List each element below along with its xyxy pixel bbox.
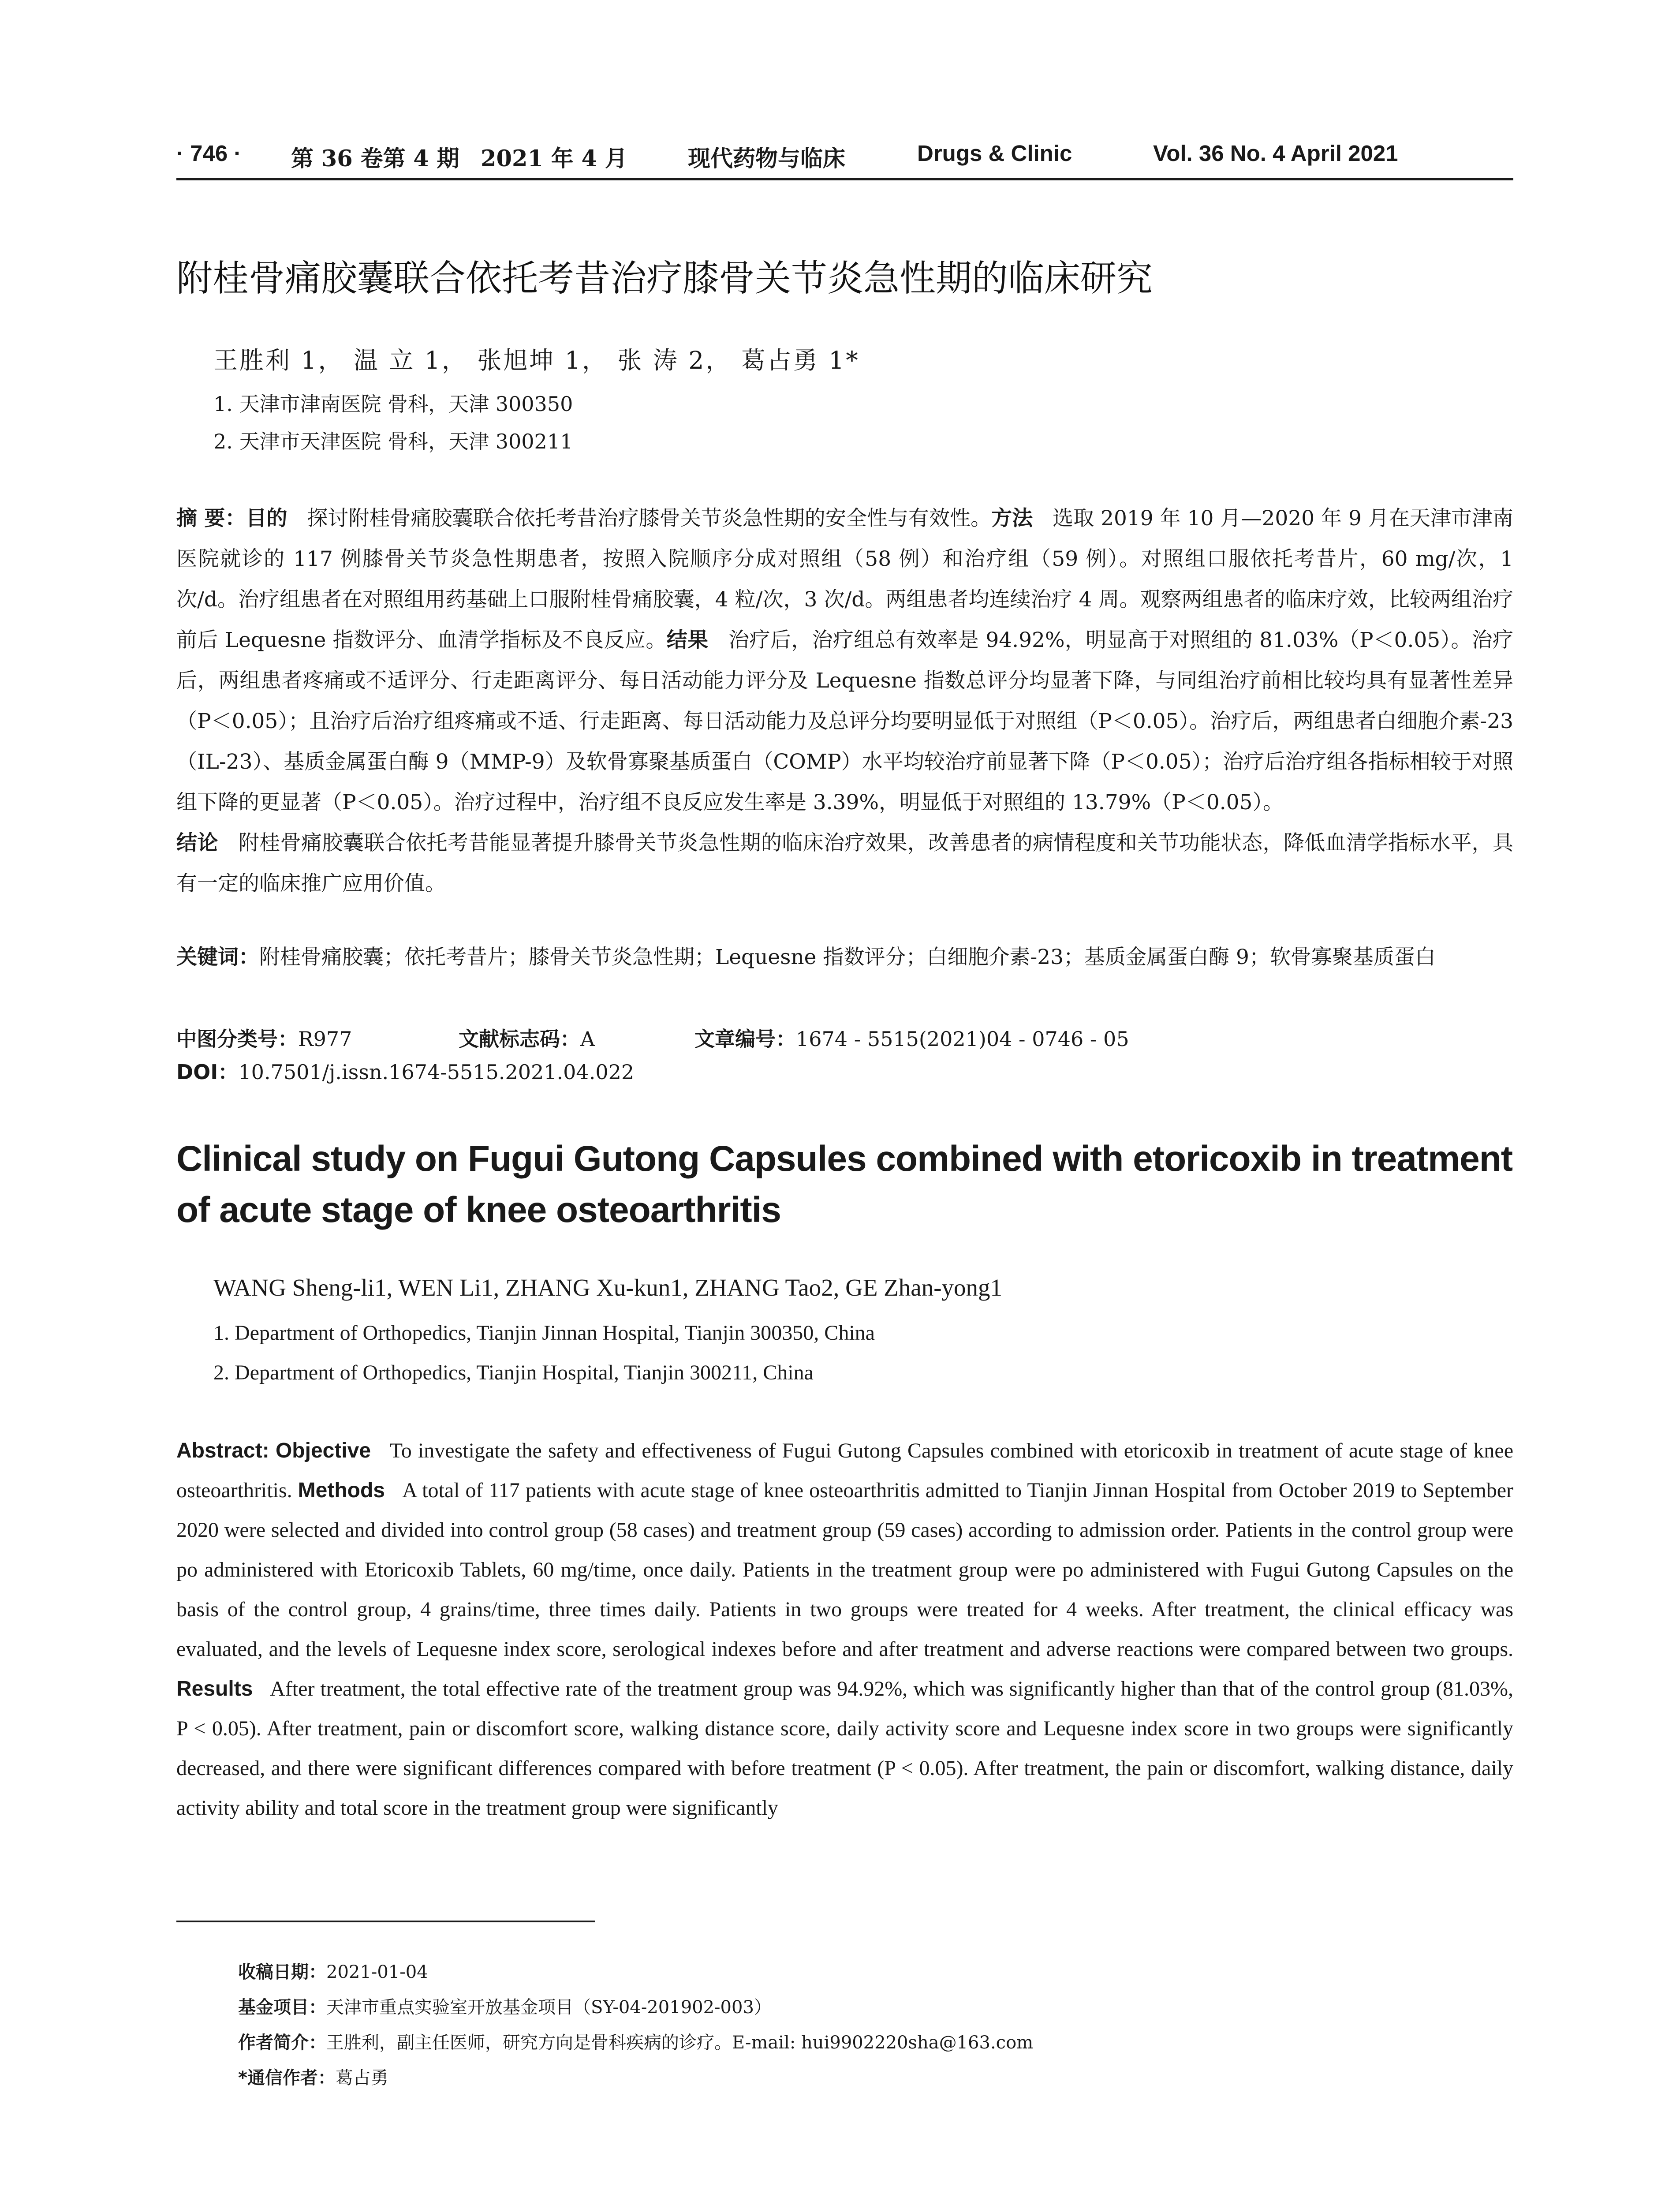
doi-line xyxy=(176,1056,634,1085)
clc-label: 中图分类号： xyxy=(176,1027,298,1051)
abstract-en-label: Abstract: xyxy=(176,1439,269,1462)
article-number-value: 1674 - 5515(2021)04 - 0746 - 05 xyxy=(796,1027,1129,1051)
methods-en-label: Methods xyxy=(298,1479,385,1502)
authors-cn: 王胜利 1， 温 立 1， 张旭坤 1， 张 涛 2， 葛占勇 1* xyxy=(213,346,860,374)
footnote-corresponding xyxy=(238,2064,388,2089)
results-en-label: Results xyxy=(176,1677,253,1700)
doc-code-label: 文献标志码： xyxy=(459,1027,580,1051)
keywords-cn-label: 关键词： xyxy=(176,945,259,969)
bio-label: 作者简介： xyxy=(238,2033,326,2053)
footnote-fund xyxy=(238,1993,772,2018)
keywords-cn xyxy=(176,939,1513,975)
page-number: · 746 · xyxy=(176,141,242,166)
objective-cn-label: 目的 xyxy=(246,506,287,531)
clc-value: R977 xyxy=(298,1027,352,1051)
clc xyxy=(176,1023,352,1052)
received-label: 收稿日期： xyxy=(238,1962,326,1982)
title-en: Clinical study on Fugui Gutong Capsules combined with etoricoxib in treatment of acute stage of knee osteoarthritis xyxy=(176,1139,1513,1230)
article-number-label: 文章编号： xyxy=(694,1027,796,1051)
results-cn-text: 治疗后，治疗组总有效率是 94.92%，明显高于对照组的 81.03%（P＜0.05）。治疗后，两组患者疼痛或不适评分、行走距离评分、每日活动能力评分及 Lequesne 指数总评分均显著下降，与同组治疗前相比较均具有显著性差异（P＜0.05）；且治疗后治疗组疼痛或不适、行走距离、每日活动能力及总评分均要明显低于对照组（P＜0.05）。治疗后，两组患者白细胞介素-23（IL-23）、基质金属蛋白酶 9（MMP-9）及软骨寡聚基质蛋白（COMP）水平均较治疗前显著下降（P＜0.05）；治疗后治疗组各指标相较于对照组下降的更显著（P＜0.05）。治疗过程中，治疗组不良反应发生率是 3.39%，明显低于对照组的 13.79%（P＜0.05）。 xyxy=(176,628,1514,815)
doc-code-value: A xyxy=(580,1027,595,1051)
title-cn: 附桂骨痛胶囊联合依托考昔治疗膝骨关节炎急性期的临床研究 xyxy=(176,258,1153,299)
received-value: 2021-01-04 xyxy=(326,1962,428,1982)
abstract-cn-label: 摘 要： xyxy=(176,506,246,531)
running-header xyxy=(176,140,1499,176)
fund-label: 基金项目： xyxy=(238,1997,326,2018)
header-date-cn: 2021 年 4 月 xyxy=(481,146,627,172)
objective-en-text: To investigate the safety and effectiveness of Fugui Gutong Capsules combined with etoricoxib in treatment of acute stage of knee osteoarthritis. xyxy=(176,1439,1514,1502)
header-journal-en: Drugs & Clinic xyxy=(917,141,1072,166)
doi-value: 10.7501/j.issn.1674-5515.2021.04.022 xyxy=(238,1060,635,1084)
conclusion-cn-label: 结论 xyxy=(176,831,218,855)
doc-code xyxy=(459,1023,595,1052)
abstract-cn xyxy=(176,498,1513,904)
methods-cn-label: 方法 xyxy=(991,506,1033,531)
abstract-en xyxy=(176,1431,1513,1828)
methods-cn-text: 选取 2019 年 10 月—2020 年 9 月在天津市津南医院就诊的 117 例膝骨关节炎急性期患者，按照入院顺序分成对照组（58 例）和治疗组（59 例）。对照组口服依托考昔片，60 mg/次，1 次/d。治疗组患者在对照组用药基础上口服附桂骨痛胶囊，4 粒/次，3 次/d。两组患者均连续治疗 4 周。观察两组患者的临床疗效，比较两组治疗前后 Lequesne 指数评分、血清学指标及不良反应。 xyxy=(176,506,1513,652)
results-cn-label: 结果 xyxy=(666,628,709,652)
affiliation-cn-1: 1. 天津市津南医院 骨科，天津 300350 xyxy=(213,392,573,416)
footnote-rule xyxy=(176,1921,595,1922)
objective-en-label: Objective xyxy=(275,1439,371,1462)
footnote-bio xyxy=(238,2029,1033,2054)
footnote-received xyxy=(238,1958,428,1983)
corr-label: *通信作者： xyxy=(238,2068,336,2088)
objective-cn-text: 探讨附桂骨痛胶囊联合依托考昔治疗膝骨关节炎急性期的安全性与有效性。 xyxy=(307,506,992,531)
doi-label: DOI： xyxy=(176,1060,239,1084)
header-volume-en: Vol. 36 No. 4 April 2021 xyxy=(1153,141,1398,166)
affiliation-en-2: 2. Department of Orthopedics, Tianjin Hospital, Tianjin 300211, China xyxy=(213,1361,814,1384)
keywords-cn-text: 附桂骨痛胶囊；依托考昔片；膝骨关节炎急性期；Lequesne 指数评分；白细胞介素-23；基质金属蛋白酶 9；软骨寡聚基质蛋白 xyxy=(259,945,1436,969)
authors-en: WANG Sheng-li1, WEN Li1, ZHANG Xu-kun1, ZHANG Tao2, GE Zhan-yong1 xyxy=(213,1274,1003,1301)
bio-value: 王胜利，副主任医师，研究方向是骨科疾病的诊疗。E-mail: hui9902220sha@163.com xyxy=(326,2033,1034,2053)
classification-line xyxy=(176,1023,1499,1050)
corr-value: 葛占勇 xyxy=(335,2068,388,2088)
fund-value: 天津市重点实验室开放基金项目（SY-04-201902-003） xyxy=(326,1997,772,2018)
article-number xyxy=(694,1023,1129,1052)
header-volume-cn: 第 36 卷第 4 期 xyxy=(291,146,459,172)
results-en-text: After treatment, the total effective rate of the treatment group was 94.92%, which was significantly higher than that of the control group (81.03%, P < 0.05). After treatment, pain or discomfort score, walking distance score, daily activity score and Lequesne index score in two groups were significantly decreased, and there were significant differences compared with before treatment (P < 0.05). After treatment, the pain or discomfort, walking distance, daily activity ability and total score in the treatment group were significantly xyxy=(176,1677,1513,1820)
affiliation-cn-2: 2. 天津市天津医院 骨科，天津 300211 xyxy=(213,430,573,453)
affiliation-en-1: 1. Department of Orthopedics, Tianjin Jinnan Hospital, Tianjin 300350, China xyxy=(213,1321,875,1345)
conclusion-cn-text: 附桂骨痛胶囊联合依托考昔能显著提升膝骨关节炎急性期的临床治疗效果，改善患者的病情程度和关节功能状态，降低血清学指标水平，具有一定的临床推广应用价值。 xyxy=(176,831,1513,896)
methods-en-text: A total of 117 patients with acute stage of knee osteoarthritis admitted to Tianjin Jinnan Hospital from October 2019 to September 2020 were selected and divided into control group (58 cases) and treatment group (59 cases) according to admission order. Patients in the control group were po administered with Etoricoxib Tablets, 60 mg/time, once daily. Patients in the treatment group were po administered with Fugui Gutong Capsules on the basis of the control group, 4 grains/time, three times daily. Patients in two groups were treated for 4 weeks. After treatment, the clinical efficacy was evaluated, and the levels of Lequesne index score, serological indexes before and after treatment and adverse reactions were compared between two groups. xyxy=(176,1479,1514,1661)
header-journal-cn: 现代药物与临床 xyxy=(688,146,846,172)
header-rule xyxy=(176,178,1513,180)
